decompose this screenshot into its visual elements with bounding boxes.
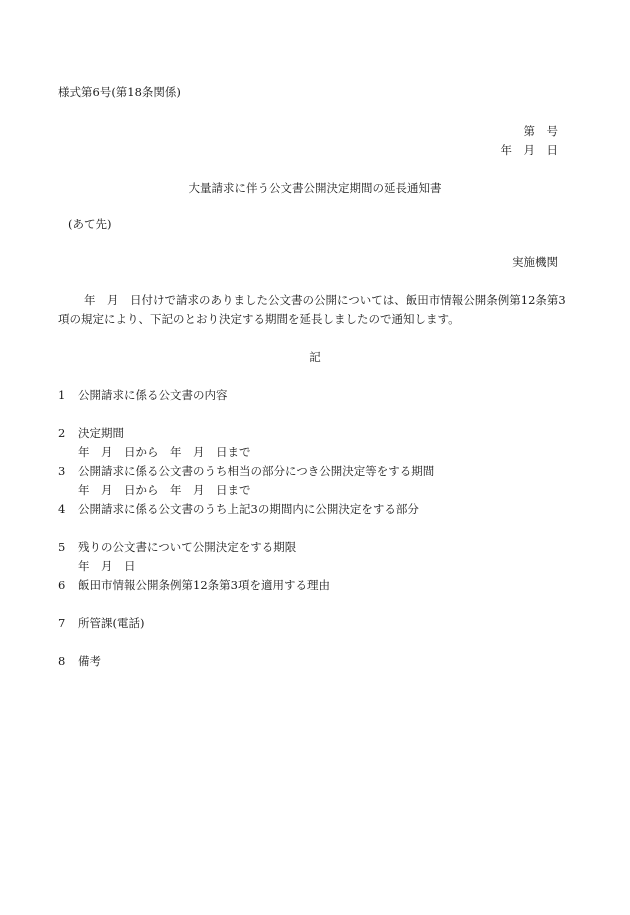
item-number: 4 [58,502,66,516]
document-number: 第 号 [523,124,558,138]
item-number: 7 [58,616,66,630]
item-text: 決定期間 [78,426,124,440]
item-text: 備考 [78,654,101,668]
item-subline: 年 月 日から 年 月 日まで [78,483,251,497]
item-number: 6 [58,578,66,592]
body-line-1: 年 月 日付けで請求のありました公文書の公開については、飯田市情報公開条例第12条第3 [84,293,566,307]
ki-heading: 記 [309,350,321,364]
item-number: 2 [58,426,66,440]
list-item [58,539,296,555]
item-number: 8 [58,654,66,668]
item-text: 所管課(電話) [78,616,145,630]
list-item [58,577,330,593]
item-number: 1 [58,388,66,402]
document-title: 大量請求に伴う公文書公開決定期間の延長通知書 [188,181,442,195]
item-text: 公開請求に係る公文書の内容 [78,388,228,402]
item-number: 3 [58,464,66,478]
item-text: 公開請求に係る公文書のうち相当の部分につき公開決定等をする期間 [78,464,435,478]
list-item [58,653,101,669]
document-date: 年 月 日 [500,143,558,157]
item-subline: 年 月 日から 年 月 日まで [78,445,251,459]
list-item [58,387,228,403]
list-item [58,501,419,517]
list-item [58,463,434,479]
item-text: 飯田市情報公開条例第12条第3項を適用する理由 [78,578,330,592]
list-item [58,615,144,631]
item-number: 5 [58,540,66,554]
form-label: 様式第6号(第18条関係) [58,85,181,99]
item-subline: 年 月 日 [78,559,136,573]
body-line-2: 項の規定により、下記のとおり決定する期間を延長しましたので通知します。 [58,312,460,326]
item-text: 残りの公文書について公開決定をする期限 [78,540,297,554]
item-text: 公開請求に係る公文書のうち上記3の期間内に公開決定をする部分 [78,502,419,516]
list-item [58,425,124,441]
addressee: (あて先) [68,217,112,231]
issuer: 実施機関 [512,255,558,269]
